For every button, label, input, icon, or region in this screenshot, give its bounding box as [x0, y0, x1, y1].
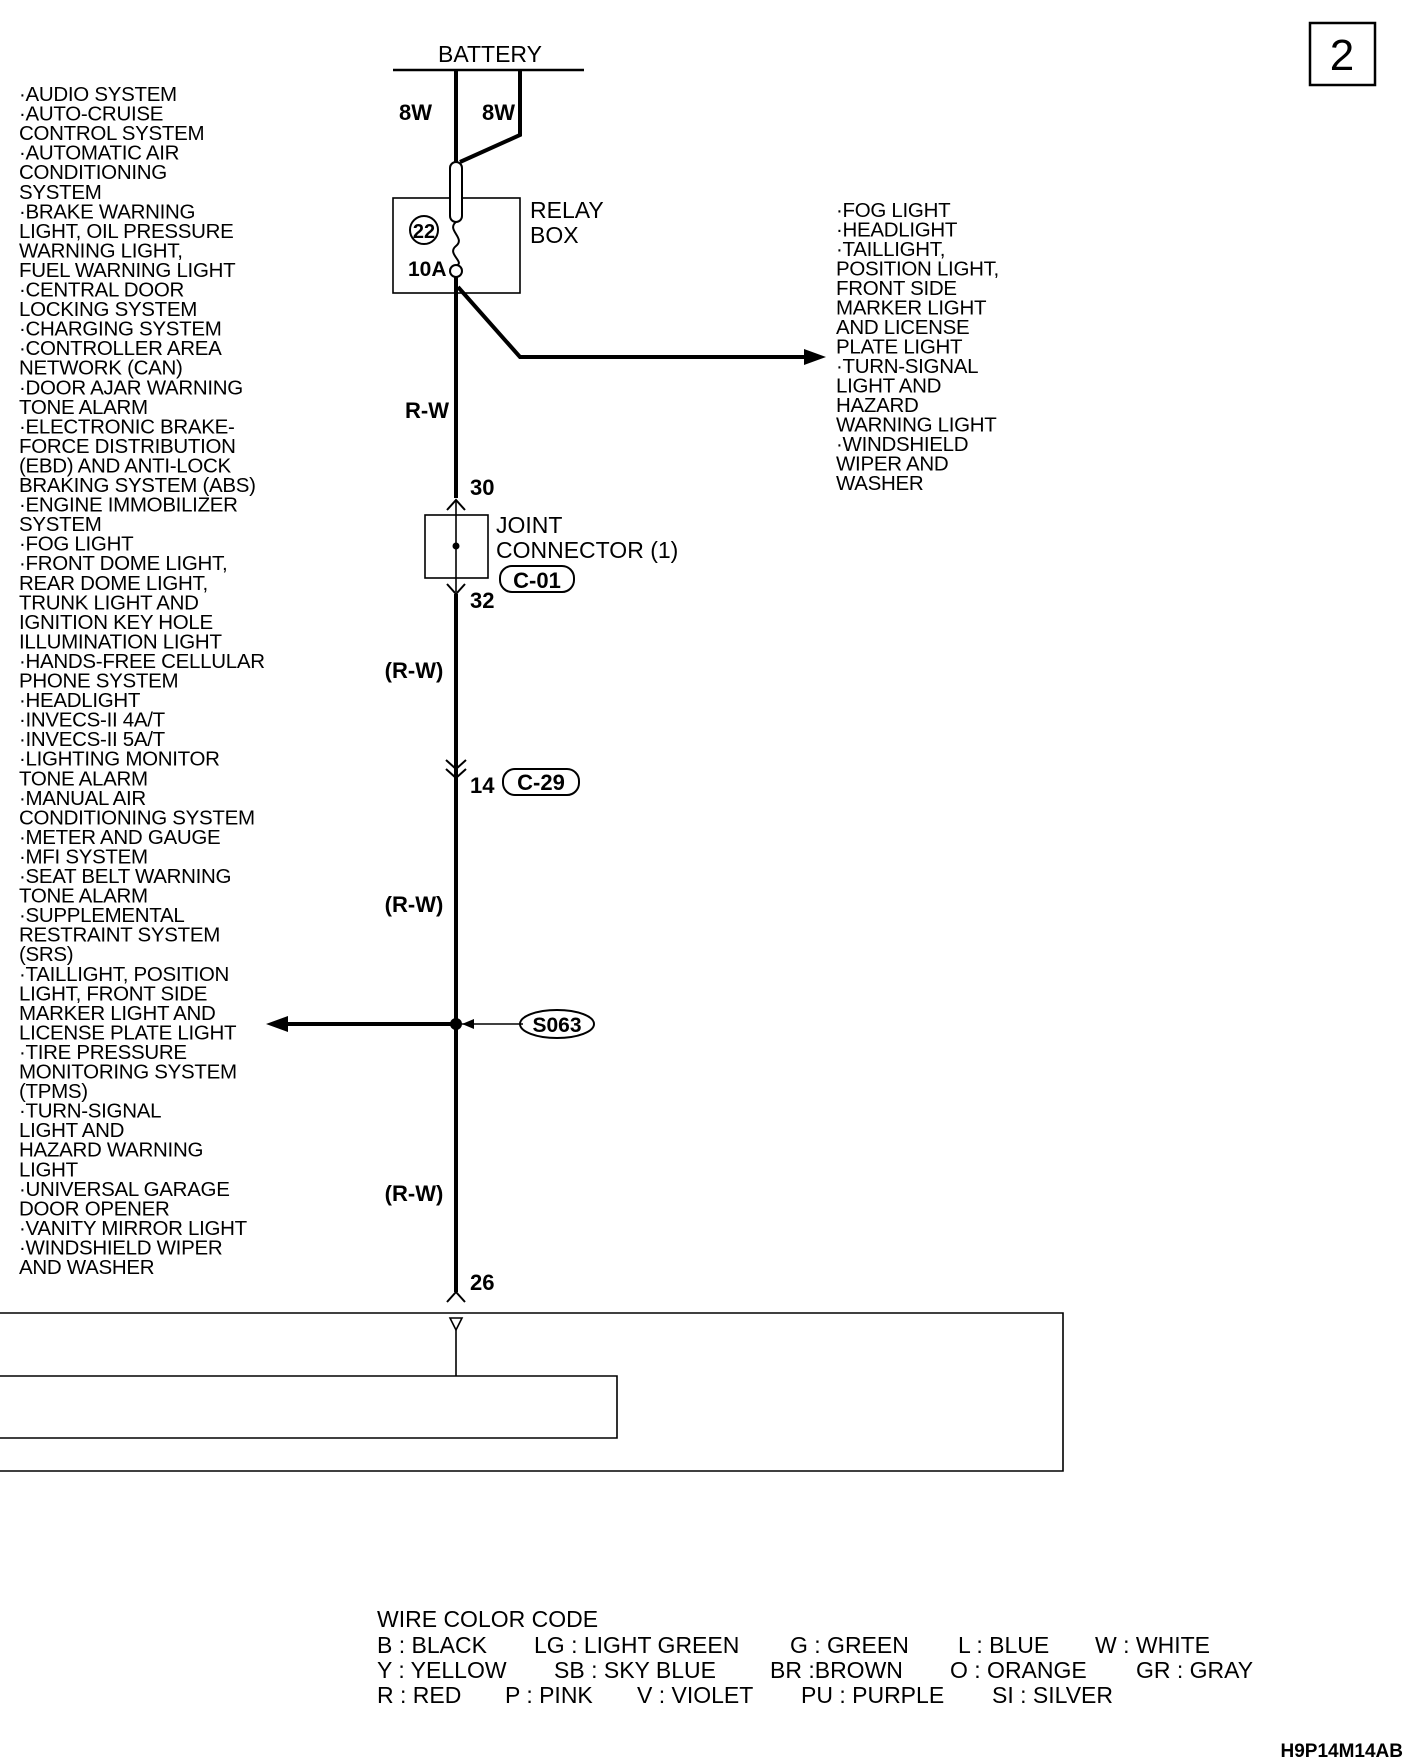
splice-code: S063: [532, 1014, 582, 1037]
connector-c29-pin: 14: [470, 773, 495, 798]
wire-label-main: R-W: [405, 398, 449, 423]
connector-c29-code: C-29: [517, 770, 565, 795]
left-list-item: TONE ALARM: [19, 767, 148, 791]
left-list-item: ·DOOR AJAR WARNING: [19, 376, 243, 400]
right-list-item: LIGHT AND: [836, 374, 942, 398]
left-list-item: ·SUPPLEMENTAL: [19, 904, 185, 928]
left-list-item: ·HANDS-FREE CELLULAR: [19, 649, 265, 673]
left-list-item: ·HEADLIGHT: [19, 689, 141, 713]
left-list-item: ·CONTROLLER AREA: [19, 337, 222, 361]
pin-26-marker: [447, 1292, 465, 1302]
joint-pin-out: 32: [470, 588, 495, 613]
left-list-item: SYSTEM: [19, 180, 102, 204]
wire-label-seg2: (R-W): [384, 658, 444, 683]
left-list-item: REAR DOME LIGHT,: [19, 571, 208, 595]
wire-label-seg4: (R-W): [384, 1181, 444, 1206]
left-list-item: CONDITIONING: [19, 161, 167, 185]
legend-entry: R : RED: [377, 1682, 462, 1708]
left-load-list: [19, 83, 265, 1279]
fuse-rating: 10A: [408, 258, 447, 281]
wire-label-seg3: (R-W): [384, 892, 444, 917]
left-list-item: (TPMS): [19, 1080, 88, 1104]
joint-connector-node: [453, 543, 460, 550]
legend-entry: Y : YELLOW: [377, 1657, 507, 1683]
branch-left-arrow-icon: [266, 1016, 288, 1032]
left-list-item: LIGHT: [19, 1158, 78, 1182]
left-list-item: HAZARD WARNING: [19, 1138, 204, 1162]
left-list-item: ·CHARGING SYSTEM: [19, 317, 222, 341]
right-list-item: WARNING LIGHT: [836, 413, 997, 437]
fuse-upper-connector: [450, 162, 462, 222]
left-list-item: ·VANITY MIRROR LIGHT: [19, 1216, 247, 1240]
left-list-item: ·FRONT DOME LIGHT,: [19, 552, 228, 576]
left-list-item: ·FOG LIGHT: [19, 532, 134, 556]
left-list-item: RESTRAINT SYSTEM: [19, 923, 220, 947]
left-list-item: SYSTEM: [19, 513, 102, 537]
left-list-item: AND WASHER: [19, 1256, 155, 1279]
right-list-item: ·HEADLIGHT: [836, 218, 958, 242]
fuse-lower-terminal: [450, 265, 462, 277]
legend-entry: G : GREEN: [790, 1632, 909, 1658]
battery-wire-left: 8W: [399, 100, 432, 125]
splice-leader-arrow-icon: [462, 1019, 474, 1029]
left-list-item: MONITORING SYSTEM: [19, 1060, 237, 1084]
right-list-item: MARKER LIGHT: [836, 296, 987, 320]
fuse-element-icon: [453, 222, 459, 266]
joint-connector-label-2: CONNECTOR (1): [496, 537, 679, 563]
left-list-item: ·SEAT BELT WARNING: [19, 865, 232, 888]
right-list-item: WASHER: [836, 472, 924, 495]
legend-entry: SI : SILVER: [992, 1682, 1114, 1708]
left-list-item: ·TURN-SIGNAL: [19, 1099, 162, 1123]
battery-wire-right: 8W: [482, 100, 515, 125]
battery-label: BATTERY: [438, 41, 542, 67]
left-list-item: BRAKING SYSTEM (ABS): [19, 474, 256, 497]
right-list-item: ·TAILLIGHT,: [836, 238, 946, 261]
left-list-item: ·AUTO-CRUISE: [19, 102, 164, 126]
left-list-item: TONE ALARM: [19, 884, 148, 908]
left-list-item: ·INVECS-II 4A/T: [19, 708, 165, 732]
component-terminal-icon: [450, 1318, 462, 1330]
right-list-item: AND LICENSE: [836, 316, 970, 339]
left-list-item: ·AUDIO SYSTEM: [19, 83, 177, 106]
legend-entry: SB : SKY BLUE: [554, 1657, 716, 1683]
right-list-item: POSITION LIGHT,: [836, 257, 999, 281]
left-list-item: TRUNK LIGHT AND: [19, 591, 199, 615]
joint-connector-label-1: JOINT: [496, 512, 563, 538]
left-list-item: ·MFI SYSTEM: [19, 845, 148, 869]
legend-entry: O : ORANGE: [950, 1657, 1087, 1683]
left-list-item: CONDITIONING SYSTEM: [19, 806, 255, 830]
left-list-item: (SRS): [19, 943, 74, 967]
left-list-item: ·MANUAL AIR: [19, 786, 146, 810]
legend-entry: V : VIOLET: [637, 1682, 754, 1708]
left-list-item: ·TIRE PRESSURE: [19, 1040, 187, 1064]
right-list-item: HAZARD: [836, 394, 919, 417]
legend-entry: GR : GRAY: [1136, 1657, 1254, 1683]
left-list-item: TONE ALARM: [19, 395, 148, 419]
left-list-item: ·ELECTRONIC BRAKE-: [19, 415, 235, 439]
right-list-item: ·FOG LIGHT: [836, 199, 951, 222]
left-list-item: LIGHT, OIL PRESSURE: [19, 219, 234, 243]
component-outline-outer: [0, 1313, 1063, 1471]
relay-box-label-2: BOX: [530, 222, 579, 248]
left-list-item: ·BRAKE WARNING: [19, 200, 196, 224]
right-list-item: ·WINDSHIELD: [836, 433, 969, 456]
left-list-item: FORCE DISTRIBUTION: [19, 434, 236, 458]
relay-box-label-1: RELAY: [530, 197, 604, 223]
branch-wire-right: [458, 287, 805, 357]
legend-entry: PU : PURPLE: [801, 1682, 945, 1708]
fuse-number: 22: [412, 221, 436, 243]
left-list-item: NETWORK (CAN): [19, 356, 183, 380]
left-list-item: ·CENTRAL DOOR: [19, 278, 185, 302]
left-list-item: CONTROL SYSTEM: [19, 122, 205, 146]
page-number: 2: [1329, 31, 1355, 80]
bottom-pin: 26: [470, 1270, 495, 1295]
left-list-item: WARNING LIGHT,: [19, 239, 183, 263]
left-list-item: IGNITION KEY HOLE: [19, 610, 213, 634]
legend-entry: L : BLUE: [958, 1632, 1050, 1658]
left-list-item: ·ENGINE IMMOBILIZER: [19, 493, 238, 517]
right-list-item: ·TURN-SIGNAL: [836, 355, 979, 378]
branch-right-arrow-icon: [804, 349, 826, 365]
figure-id: H9P14M14AB: [1280, 1741, 1403, 1762]
legend-entry: B : BLACK: [377, 1632, 487, 1658]
left-list-item: DOOR OPENER: [19, 1197, 170, 1221]
left-list-item: ·TAILLIGHT, POSITION: [19, 962, 230, 986]
left-list-item: (EBD) AND ANTI-LOCK: [19, 454, 231, 478]
legend-entry: LG : LIGHT GREEN: [534, 1632, 740, 1658]
right-list-item: PLATE LIGHT: [836, 335, 963, 359]
left-list-item: LOCKING SYSTEM: [19, 298, 198, 322]
left-list-item: LICENSE PLATE LIGHT: [19, 1021, 237, 1045]
left-list-item: ·LIGHTING MONITOR: [19, 747, 220, 771]
legend-entry: BR :BROWN: [770, 1657, 903, 1683]
left-list-item: LIGHT AND: [19, 1119, 125, 1143]
left-list-item: ·METER AND GAUGE: [19, 825, 221, 849]
left-list-item: ·AUTOMATIC AIR: [19, 141, 180, 165]
joint-connector-code: C-01: [513, 568, 561, 593]
left-list-item: ·WINDSHIELD WIPER: [19, 1236, 223, 1260]
right-list-item: FRONT SIDE: [836, 277, 957, 300]
left-list-item: FUEL WARNING LIGHT: [19, 258, 236, 282]
left-list-item: ILLUMINATION LIGHT: [19, 630, 222, 654]
wire-color-code-legend: [377, 1606, 1253, 1708]
legend-entry: P : PINK: [505, 1682, 593, 1708]
left-list-item: LIGHT, FRONT SIDE: [19, 982, 208, 1006]
left-list-item: ·UNIVERSAL GARAGE: [19, 1177, 230, 1201]
joint-pin-in: 30: [470, 475, 495, 500]
left-list-item: PHONE SYSTEM: [19, 669, 179, 693]
right-list-item: WIPER AND: [836, 452, 949, 476]
left-list-item: ·INVECS-II 5A/T: [19, 728, 165, 752]
legend-entry: W : WHITE: [1095, 1632, 1210, 1658]
left-list-item: MARKER LIGHT AND: [19, 1001, 216, 1025]
right-load-list: [836, 199, 999, 495]
component-outline-inner: [0, 1376, 617, 1438]
legend-title: WIRE COLOR CODE: [377, 1606, 599, 1632]
